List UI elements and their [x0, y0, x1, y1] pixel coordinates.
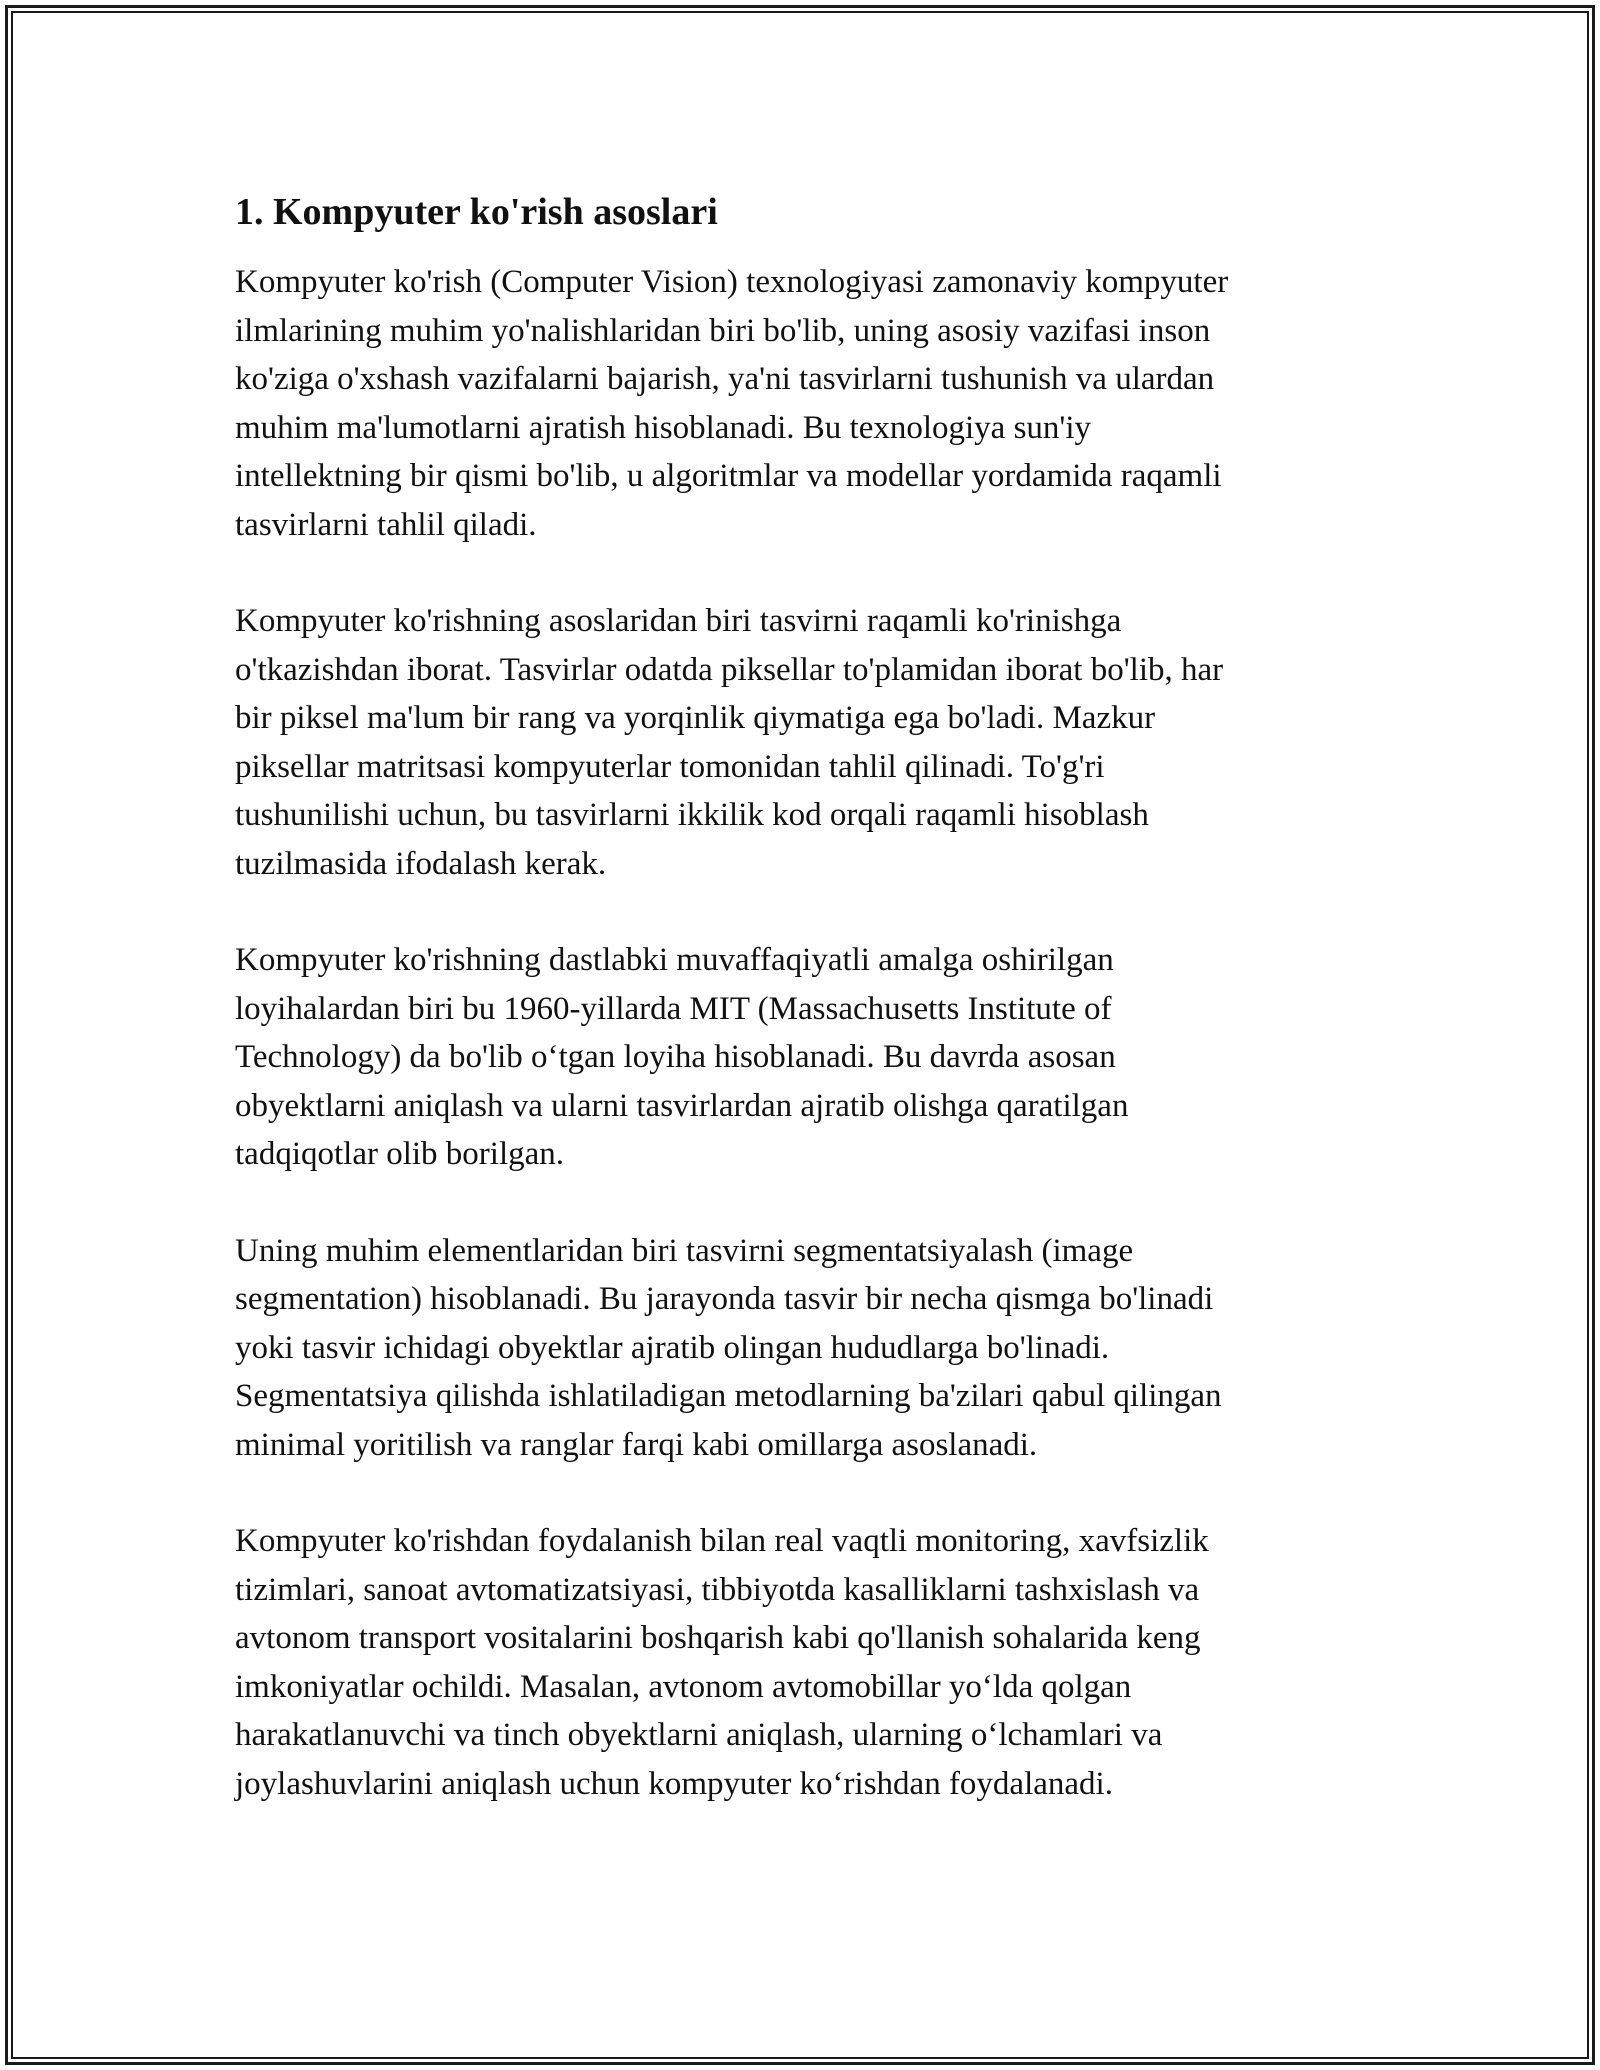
- document-body: [235, 188, 1370, 1856]
- text-line: Technology) da bo'lib o‘tgan loyiha hisoblanadi. Bu davrda asosan: [235, 1039, 1116, 1075]
- paragraph-1: [235, 258, 1370, 549]
- section-heading: 1. Kompyuter ko'rish asoslari: [235, 191, 718, 233]
- text-line: ilmlarining muhim yo'nalishlaridan biri bo'lib, uning asosiy vazifasi inson: [235, 312, 1211, 349]
- text-line: intellektning bir qismi bo'lib, u algoritmlar va modellar yordamida raqamli: [235, 458, 1222, 494]
- text-line: tuzilmasida ifodalash kerak.: [235, 845, 607, 882]
- text-line: yoki tasvir ichidagi obyektlar ajratib olingan hududlarga bo'linadi.: [235, 1329, 1110, 1366]
- text-line: avtonom transport vositalarini boshqarish kabi qo'llanish sohalarida keng: [235, 1620, 1201, 1656]
- text-line: tizimlari, sanoat avtomatizatsiyasi, tibbiyotda kasalliklarni tashxislash va: [235, 1571, 1200, 1608]
- text-line: Kompyuter ko'rishdan foydalanish bilan real vaqtli monitoring, xavfsizlik: [235, 1523, 1209, 1559]
- text-line: tushunilishi uchun, bu tasvirlarni ikkilik kod orqali raqamli hisoblash: [235, 797, 1149, 833]
- text-line: o'tkazishdan iborat. Tasvirlar odatda piksellar to'plamidan iborat bo'lib, har: [235, 651, 1224, 688]
- text-line: tadqiqotlar olib borilgan.: [235, 1136, 565, 1172]
- paragraph-2: [235, 597, 1370, 888]
- text-line: tasvirlarni tahlil qiladi.: [235, 506, 537, 543]
- paragraph-3: [235, 936, 1370, 1179]
- text-line: Kompyuter ko'rishning dastlabki muvaffaqiyatli amalga oshirilgan: [235, 942, 1114, 978]
- paragraph-5: [235, 1517, 1370, 1808]
- text-line: imkoniyatlar ochildi. Masalan, avtonom avtomobillar yo‘lda qolgan: [235, 1668, 1132, 1705]
- text-line: ko'ziga o'xshash vazifalarni bajarish, ya'ni tasvirlarni tushunish va ulardan: [235, 361, 1215, 397]
- text-line: harakatlanuvchi va tinch obyektlarni aniqlash, ularning o‘lchamlari va: [235, 1717, 1163, 1753]
- text-line: segmentation) hisoblanadi. Bu jarayonda tasvir bir necha qismga bo'linadi: [235, 1281, 1214, 1317]
- text-line: obyektlarni aniqlash va ularni tasvirlardan ajratib olishga qaratilgan: [235, 1087, 1129, 1124]
- text-line: muhim ma'lumotlarni ajratish hisoblanadi. Bu texnologiya sun'iy: [235, 409, 1092, 446]
- text-line: piksellar matritsasi kompyuterlar tomonidan tahlil qilinadi. To'g'ri: [235, 748, 1105, 785]
- text-line: minimal yoritilish va ranglar farqi kabi omillarga asoslanadi.: [235, 1426, 1038, 1463]
- text-line: joylashuvlarini aniqlash uchun kompyuter ko‘rishdan foydalanadi.: [235, 1765, 1113, 1802]
- text-line: Segmentatsiya qilishda ishlatiladigan metodlarning ba'zilari qabul qilingan: [235, 1378, 1222, 1414]
- text-line: Uning muhim elementlaridan biri tasvirni segmentatsiyalash (image: [235, 1232, 1134, 1269]
- text-line: loyihalardan biri bu 1960-yillarda MIT (Massachusetts Institute of: [235, 990, 1112, 1027]
- text-line: Kompyuter ko'rish (Computer Vision) texnologiyasi zamonaviy kompyuter: [235, 264, 1229, 300]
- text-line: bir piksel ma'lum bir rang va yorqinlik qiymatiga ega bo'ladi. Mazkur: [235, 700, 1156, 736]
- text-line: Kompyuter ko'rishning asoslaridan biri tasvirni raqamli ko'rinishga: [235, 603, 1122, 639]
- paragraph-4: [235, 1227, 1370, 1470]
